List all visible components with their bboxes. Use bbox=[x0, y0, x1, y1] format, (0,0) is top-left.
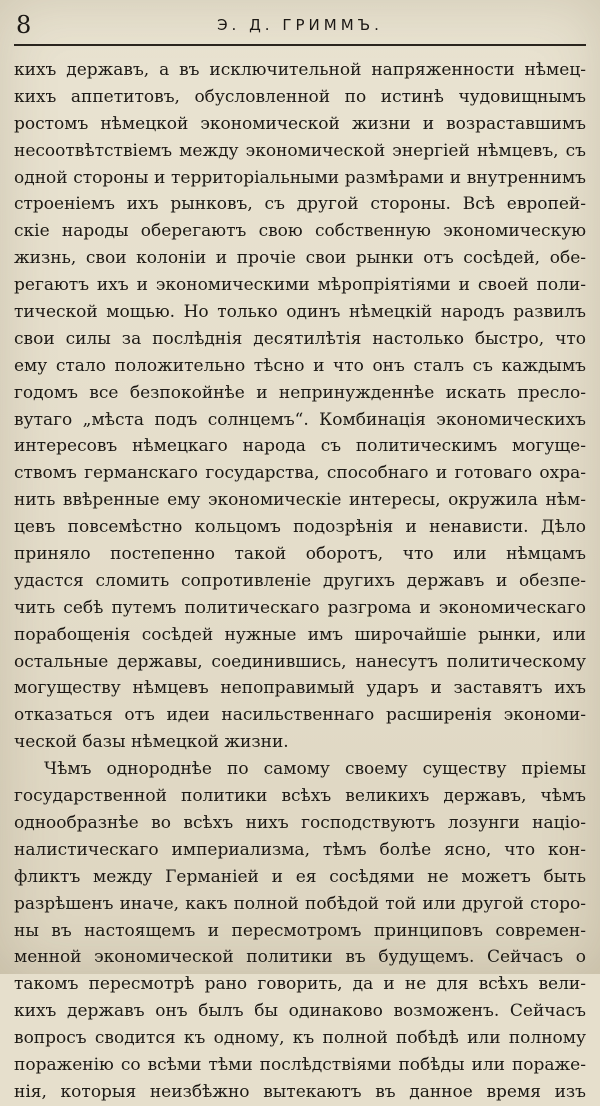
text-line: тической мощью. Но только одинъ нѣмецкій народъ развилъ bbox=[14, 302, 586, 323]
text-line: ствомъ германскаго государства, способнаго и готоваго охра- bbox=[14, 463, 586, 484]
text-line: строеніемъ ихъ рынковъ, съ другой стороны. Всѣ европей- bbox=[14, 194, 586, 215]
text-line: удастся сломить сопротивленіе другихъ державъ и обезпе- bbox=[14, 570, 586, 591]
text-line: жизнь, свои колоніи и прочіе свои рынки отъ сосѣдей, обе- bbox=[14, 248, 586, 269]
text-line: разрѣшенъ иначе, какъ полной побѣдой той или другой сторо- bbox=[14, 893, 586, 914]
text-line: ростомъ нѣмецкой экономической жизни и возраставшимъ bbox=[14, 113, 586, 134]
text-line: нить ввѣренные ему экономическіе интересы, окружила нѣм- bbox=[14, 490, 586, 511]
text-line: регаютъ ихъ и экономическими мѣропріятіями и своей поли- bbox=[14, 275, 586, 296]
text-line: государственной политики всѣхъ великихъ державъ, чѣмъ bbox=[14, 786, 586, 807]
text-line: такомъ пересмотрѣ рано говорить, да и не для всѣхъ вели- bbox=[14, 974, 586, 995]
text-line: годомъ все безпокойнѣе и непринужденнѣе искать пресло- bbox=[14, 382, 586, 403]
text-line: однообразнѣе во всѣхъ нихъ господствуютъ лозунги націо- bbox=[14, 812, 586, 833]
text-line: ему стало положительно тѣсно и что онъ сталъ съ каждымъ bbox=[14, 355, 586, 376]
text-line: остальные державы, соединившись, нанесутъ политическому bbox=[14, 651, 586, 672]
text-line: фликтъ между Германіей и ея сосѣдями не можетъ быть bbox=[14, 866, 586, 887]
page-header bbox=[14, 8, 586, 42]
text-line: налистическаго империализма, тѣмъ болѣе ясно, что кон- bbox=[14, 839, 586, 860]
paragraph-1 bbox=[14, 57, 586, 756]
text-line: порабощенія сосѣдей нужные имъ широчайшіе рынки, или bbox=[14, 624, 586, 645]
text-line: цевъ повсемѣстно кольцомъ подозрѣнія и ненависти. Дѣло bbox=[14, 517, 586, 538]
header-rule bbox=[14, 44, 586, 46]
text-line: кихъ державъ, а въ исключительной напряженности нѣмец- bbox=[14, 60, 586, 80]
page-number: 8 bbox=[16, 11, 32, 39]
text-line: ческой базы нѣмецкой жизни. bbox=[14, 732, 289, 753]
text-line: скіе народы оберегаютъ свою собственную экономическую bbox=[14, 221, 586, 242]
text-line: одной стороны и территоріальными размѣрами и внутреннимъ bbox=[14, 167, 586, 188]
text-line: пораженію со всѣми тѣми послѣдствіями побѣды или пораже- bbox=[14, 1054, 586, 1075]
running-head: Э. Д. ГРИММЪ. bbox=[217, 16, 383, 34]
text-line: кихъ аппетитовъ, обусловленной по истинѣ чудовищнымъ bbox=[14, 86, 586, 107]
body-text bbox=[14, 57, 586, 1106]
text-line: нія, которыя неизбѣжно вытекаютъ въ данное время изъ bbox=[14, 1081, 586, 1102]
paragraph-2 bbox=[14, 756, 586, 1106]
text-line: интересовъ нѣмецкаго народа съ политическимъ могуще- bbox=[14, 436, 586, 457]
text-line: могуществу нѣмцевъ непоправимый ударъ и заставятъ ихъ bbox=[14, 678, 586, 699]
text-line: Чѣмъ однороднѣе по самому своему существу пріемы bbox=[44, 759, 586, 780]
text-line: приняло постепенно такой оборотъ, что или нѣмцамъ bbox=[14, 544, 586, 565]
text-line: чить себѣ путемъ политическаго разгрома и экономическаго bbox=[14, 597, 586, 618]
text-line: вутаго „мѣста подъ солнцемъ“. Комбинація экономическихъ bbox=[14, 409, 586, 430]
text-line: менной экономической политики въ будущемъ. Сейчасъ о bbox=[14, 947, 586, 968]
text-line: ны въ настоящемъ и пересмотромъ принциповъ современ- bbox=[14, 920, 586, 941]
text-line: кихъ державъ онъ былъ бы одинаково возможенъ. Сейчасъ bbox=[14, 1001, 586, 1022]
text-line: свои силы за послѣднія десятилѣтія настолько быстро, что bbox=[14, 328, 586, 349]
text-line: отказаться отъ идеи насильственнаго расширенія экономи- bbox=[14, 705, 586, 726]
text-line: вопросъ сводится къ одному, къ полной побѣдѣ или полному bbox=[14, 1028, 586, 1049]
text-line: несоотвѣтствіемъ между экономической энергіей нѣмцевъ, съ bbox=[14, 140, 586, 161]
